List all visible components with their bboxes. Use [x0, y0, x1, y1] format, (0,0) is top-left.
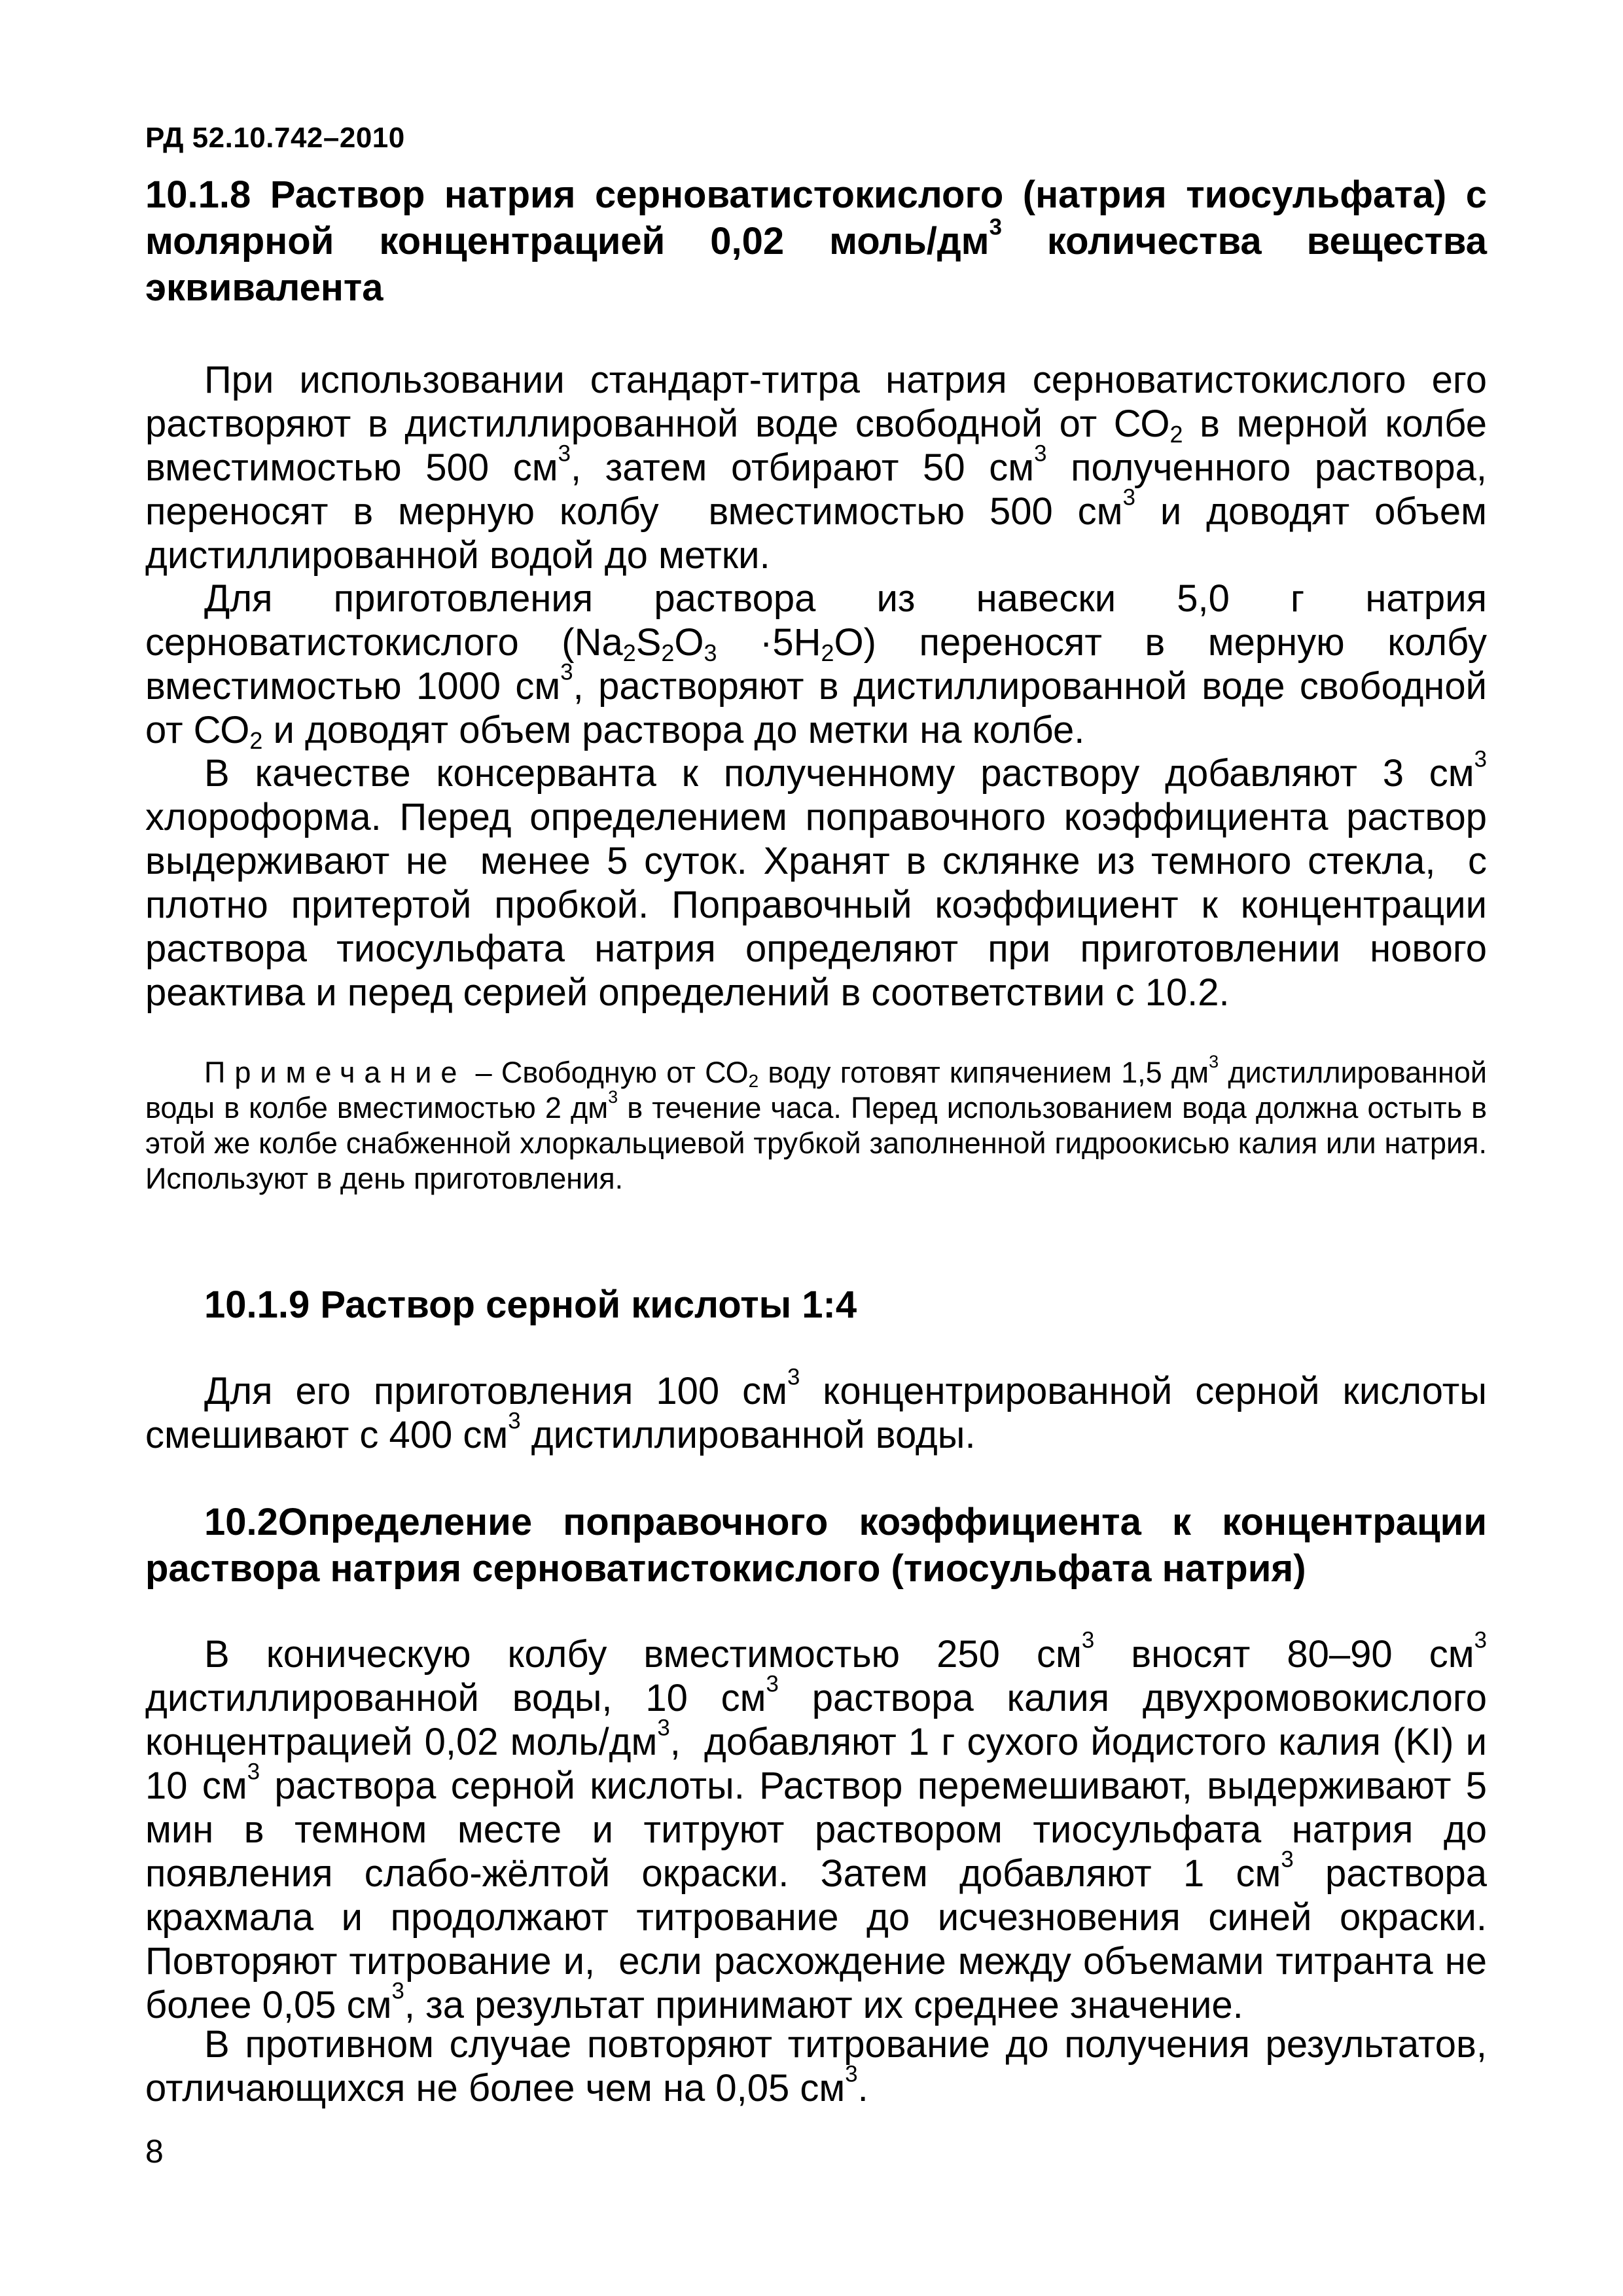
- note: [145, 1052, 1495, 1196]
- subscript: 2: [249, 726, 263, 754]
- superscript: 3: [989, 214, 1002, 240]
- text-run: , затем отбирают 50 см: [570, 446, 1035, 489]
- superscript: 3: [608, 1087, 618, 1107]
- superscript: 3: [1474, 1627, 1487, 1653]
- paragraph: [145, 358, 1498, 577]
- document-code: РД 52.10.742–2010: [145, 122, 405, 154]
- section-title-text: Раствор натрия серноватистокислого (натрия тиосульфата) с молярной концентрацией 0,02 моль/дм: [145, 173, 1498, 262]
- superscript: 3: [560, 659, 573, 685]
- text-run: , растворяют в дистиллированной воде свободной от СО: [145, 665, 1498, 751]
- section-10-1-9-title: 10.1.9 Раствор серной кислоты 1:4: [204, 1283, 857, 1326]
- text-run: O) переносят в мерную колбу вместимостью 1000 см: [145, 621, 1498, 708]
- text-run: дистиллированной воды в колбе вместимостью 2 дм: [145, 1056, 1495, 1124]
- section-10-1-8-title: [145, 171, 1498, 311]
- paragraph: [145, 1627, 1498, 2027]
- subscript: 2: [661, 639, 675, 666]
- text-run: В качестве консерванта к полученному раствору добавляют 3 см: [204, 752, 1474, 795]
- superscript: 3: [1474, 746, 1487, 772]
- text-run: , за результат принимают их среднее значение.: [404, 1984, 1243, 2026]
- paragraph: [145, 1364, 1498, 1457]
- text-run: полученного раствора, переносят в мерную колбу вместимостью 500 см: [145, 446, 1498, 533]
- superscript: 3: [766, 1671, 779, 1697]
- superscript: 3: [787, 1364, 800, 1390]
- superscript: 3: [845, 2061, 858, 2087]
- paragraph: [145, 2022, 1498, 2110]
- text-run: хлороформа. Перед определением поправочного коэффициента раствор выдерживают не менее 5 суток. Хранят в склянке из темного стекла, с плотно притертой пробкой. Поправочный коэффициент к концентрации раствора тиосульфата натрия определяют при приготовлении нового реактива и перед серией определений в соответствии с 10.2.: [145, 752, 1498, 1014]
- section-title-text: количества вещества эквивалента: [145, 220, 1498, 309]
- superscript: 3: [1034, 440, 1047, 467]
- text-run: воду готовят кипячением 1,5 дм: [758, 1056, 1209, 1089]
- text-run: дистиллированной воды.: [520, 1414, 976, 1456]
- section-10-2-title: 10.2Определение поправочного коэффициента к концентрации раствора натрия серноватистокислого (тиосульфата натрия): [145, 1501, 1487, 1590]
- text-run: В противном случае повторяют титрование до получения результатов, отличающихся не более чем на 0,05 см: [145, 2023, 1498, 2109]
- text-run: в мерной колбе вместимостью 500 см: [145, 403, 1498, 489]
- text-run: раствора серной кислоты. Раствор перемешивают, выдерживают 5 мин в темном месте и титруют раствором тиосульфата натрия до появления слабо-жёлтой окраски. Затем добавляют 1 см: [145, 1765, 1498, 1895]
- superscript: 3: [1081, 1627, 1095, 1653]
- section-number: 10.1.8: [145, 173, 251, 216]
- text-run: , добавляют 1 г сухого йодистого калия (KI) и 10 см: [145, 1721, 1498, 1807]
- text-run: .: [857, 2067, 868, 2109]
- paragraph: [145, 746, 1498, 1014]
- superscript: 3: [508, 1408, 521, 1434]
- text-run: раствора калия двухромовокислого концентрацией 0,02 моль/дм: [145, 1677, 1498, 1763]
- page-number: 8: [145, 2133, 164, 2170]
- paragraph: [145, 577, 1498, 754]
- superscript: 3: [657, 1715, 670, 1741]
- text-run: и доводят объем раствора до метки на колбе.: [262, 709, 1085, 751]
- text-run: В коническую колбу вместимостью 250 см: [204, 1633, 1082, 1676]
- note-label: Примечание: [204, 1056, 467, 1089]
- superscript: 3: [558, 440, 571, 467]
- text-run: дистиллированной воды, 10 см: [145, 1633, 1498, 1719]
- text-run: ·5H: [717, 621, 821, 664]
- text-run: Для приготовления раствора из навески 5,0 г натрия серноватистокислого (Na: [145, 577, 1498, 664]
- subscript: 2: [821, 639, 834, 666]
- subscript: 2: [748, 1070, 759, 1091]
- text-run: вносят 80–90 см: [1094, 1633, 1474, 1676]
- text-run: концентрированной серной кислоты смешивают с 400 см: [145, 1370, 1498, 1456]
- text-run: – Свободную от СО: [466, 1056, 749, 1089]
- superscript: 3: [391, 1978, 404, 2004]
- text-run: Для его приготовления 100 см: [204, 1370, 787, 1412]
- text-run: При использовании стандарт-титра натрия серноватистокислого его растворяют в дистиллированной воде свободной от СО: [145, 359, 1498, 445]
- superscript: 3: [247, 1759, 260, 1785]
- text-run: O: [674, 621, 704, 664]
- text-run: и доводят объем дистиллированной водой до метки.: [145, 490, 1498, 577]
- subscript: 2: [622, 639, 636, 666]
- text-run: S: [635, 621, 662, 664]
- text-run: в течение часа. Перед использованием вода должна остыть в этой же колбе снабженной хлоркальциевой трубкой заполненной гидроокисью калия или натрия. Используют в день приготовления.: [145, 1091, 1495, 1195]
- superscript: 3: [1122, 484, 1135, 511]
- text-run: раствора крахмала и продолжают титрование до исчезновения синей окраски. Повторяют титрование и, если расхождение между объемами титранта не более 0,05 см: [145, 1852, 1498, 2026]
- superscript: 3: [1281, 1846, 1294, 1873]
- superscript: 3: [1209, 1052, 1219, 1072]
- subscript: 2: [1169, 420, 1183, 448]
- subscript: 3: [704, 639, 717, 666]
